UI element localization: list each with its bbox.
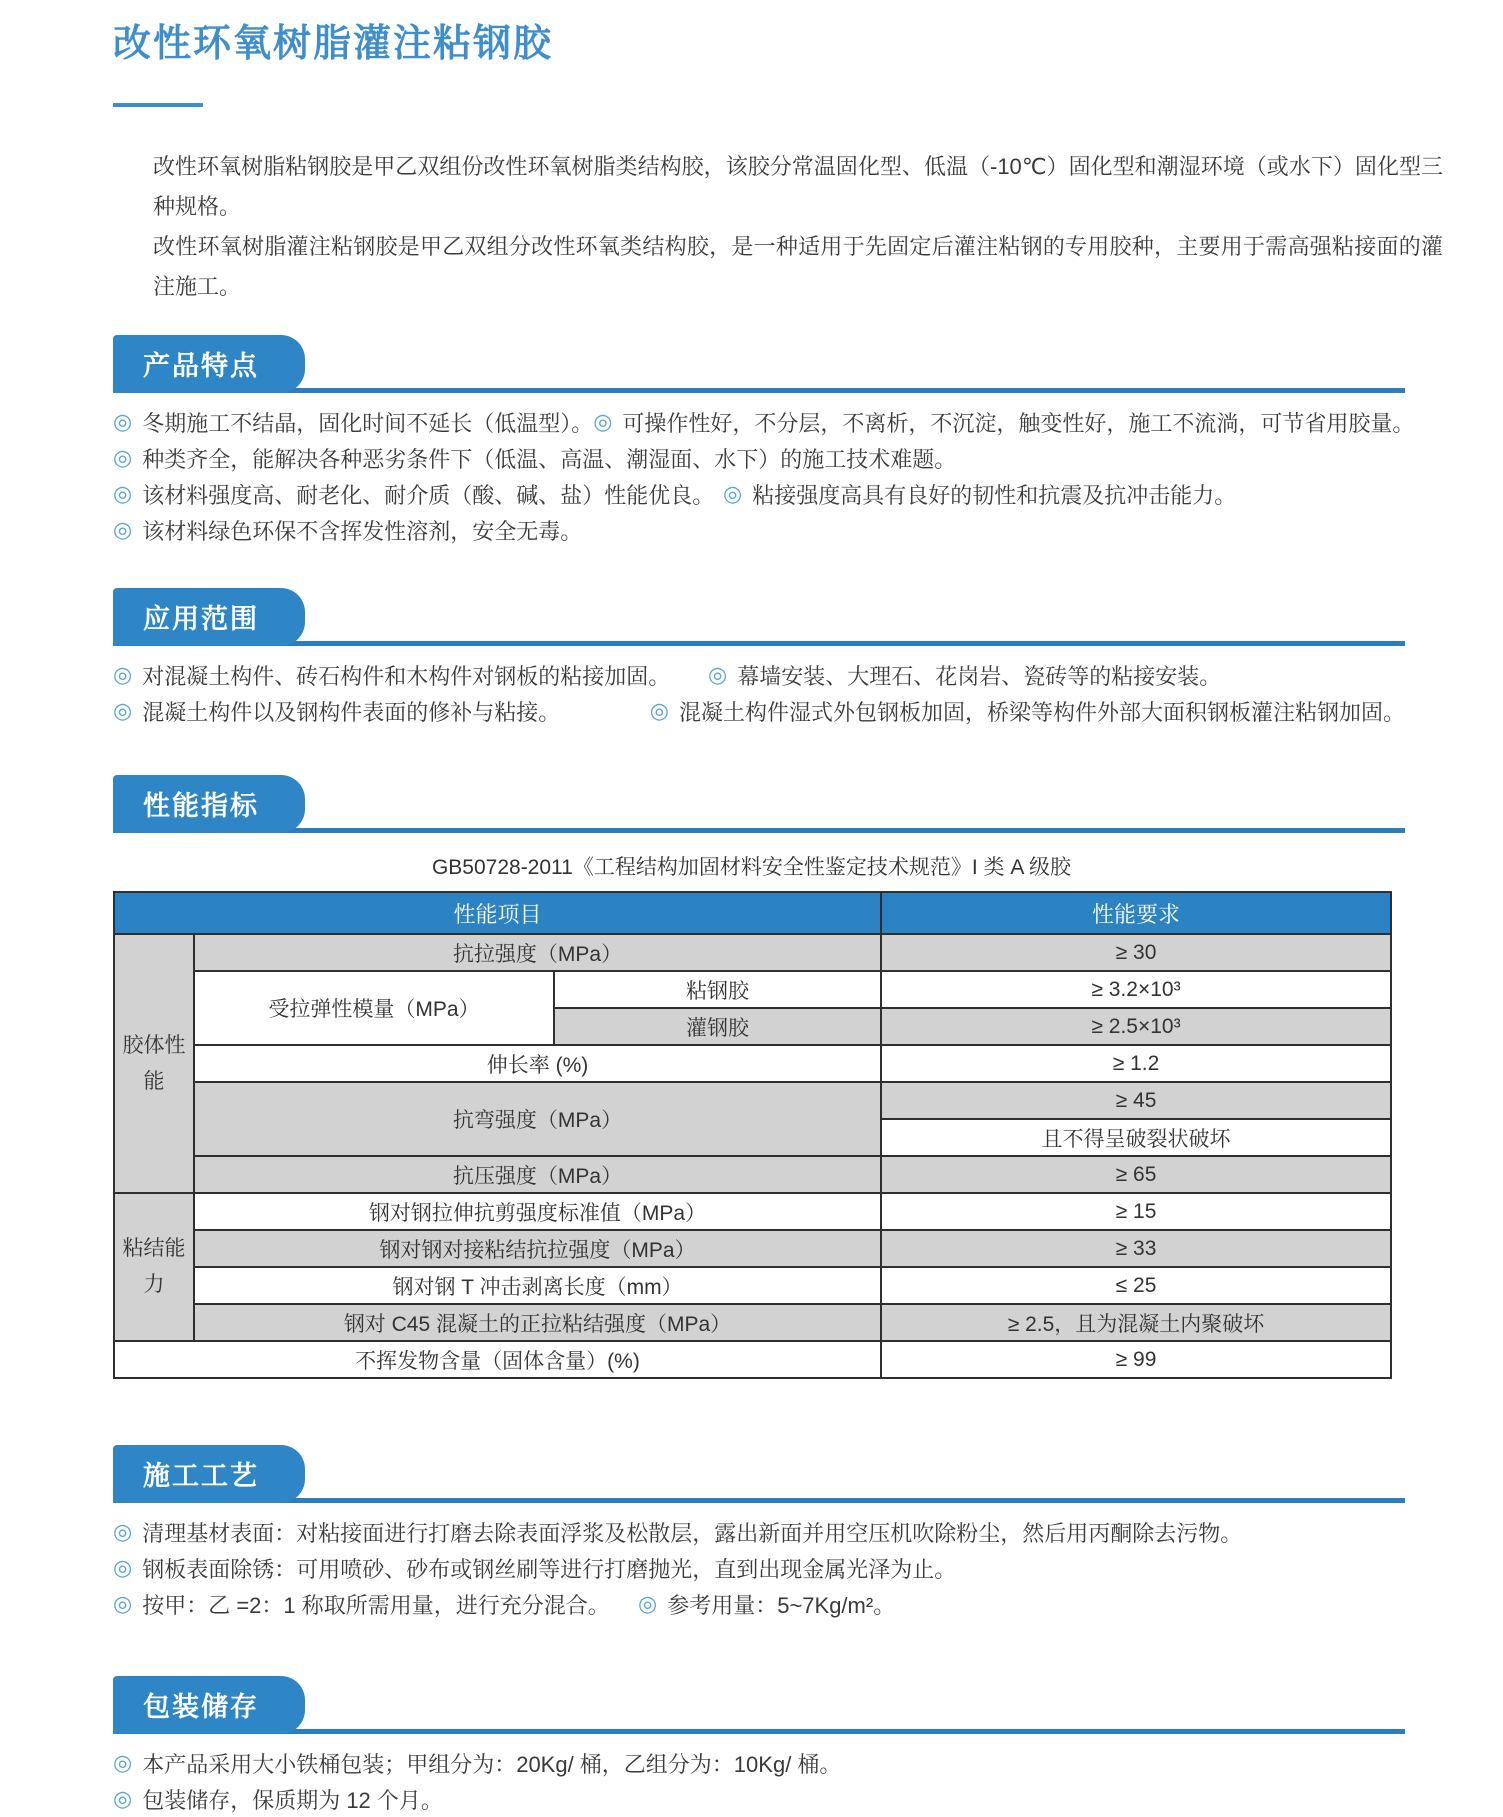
list-item xyxy=(113,1550,1405,1586)
table-row xyxy=(114,1341,1391,1378)
list-item xyxy=(113,512,1405,548)
applications-list xyxy=(113,657,1405,729)
property-cell: 抗弯强度（MPa） xyxy=(194,1082,881,1156)
bullet-icon: ◎ xyxy=(113,662,133,687)
intro-line: 改性环氧树脂粘钢胶是甲乙双组份改性环氧树脂类结构胶，该胶分常温固化型、低温（-10℃）固化型和潮湿环境（或水下）固化型三种规格。 xyxy=(153,154,1443,219)
section-header xyxy=(113,1445,1405,1503)
property-cell: 钢对钢拉伸抗剪强度标准值（MPa） xyxy=(194,1193,881,1230)
intro-line: 改性环氧树脂灌注粘钢胶是甲乙双组分改性环氧类结构胶，是一种适用于先固定后灌注粘钢的专用胶种，主要用于需高强粘接面的灌注施工。 xyxy=(153,234,1443,299)
section-rule xyxy=(113,641,1405,646)
value-cell: ≤ 25 xyxy=(881,1267,1391,1304)
section-badge: 施工工艺 xyxy=(113,1445,305,1503)
bullet-icon: ◎ xyxy=(113,481,133,506)
section-applications xyxy=(113,588,1405,729)
bullet-icon: ◎ xyxy=(113,517,133,542)
section-header xyxy=(113,1676,1405,1734)
list-item xyxy=(113,693,1405,729)
value-cell: ≥ 2.5，且为混凝土内聚破坏 xyxy=(881,1304,1391,1341)
feature-text: 冬期施工不结晶，固化时间不延长（低温型）。 xyxy=(142,410,594,436)
process-text: 参考用量：5~7Kg/m²。 xyxy=(667,1592,896,1618)
bullet-icon: ◎ xyxy=(593,409,613,434)
section-performance xyxy=(113,775,1405,1379)
section-rule xyxy=(113,828,1405,833)
table-row xyxy=(114,1230,1391,1267)
list-item xyxy=(113,404,1415,440)
section-header xyxy=(113,588,1405,646)
storage-text: 包装储存，保质期为 12 个月。 xyxy=(142,1787,443,1813)
property-cell: 伸长率 (%) xyxy=(194,1045,881,1082)
bullet-icon: ◎ xyxy=(638,1591,658,1616)
list-item xyxy=(113,657,1405,693)
title-underline xyxy=(113,103,203,107)
bullet-icon: ◎ xyxy=(113,1786,133,1811)
application-text: 幕墙安装、大理石、花岗岩、瓷砖等的粘接安装。 xyxy=(737,663,1222,689)
group-label: 胶体性能 xyxy=(114,934,194,1193)
property-cell: 抗拉强度（MPa） xyxy=(194,934,881,971)
property-cell: 不挥发物含量（固体含量）(%) xyxy=(114,1341,881,1378)
section-rule xyxy=(113,388,1405,393)
section-features xyxy=(113,335,1415,548)
process-text: 钢板表面除锈：可用喷砂、砂布或钢丝刷等进行打磨抛光，直到出现金属光泽为止。 xyxy=(142,1556,957,1582)
feature-text: 粘接强度高具有良好的韧性和抗震及抗冲击能力。 xyxy=(752,482,1237,508)
section-storage xyxy=(113,1676,1405,1817)
property-cell: 钢对钢 T 冲击剥离长度（mm） xyxy=(194,1267,881,1304)
subproperty-cell: 灌钢胶 xyxy=(554,1008,881,1045)
property-cell: 钢对 C45 混凝土的正拉粘结强度（MPa） xyxy=(194,1304,881,1341)
value-cell: ≥ 99 xyxy=(881,1341,1391,1378)
list-item xyxy=(113,1745,1405,1781)
value-cell: ≥ 45 xyxy=(881,1082,1391,1119)
section-header xyxy=(113,775,1405,833)
process-text: 清理基材表面：对粘接面进行打磨去除表面浮浆及松散层，露出新面并用空压机吹除粉尘，然后用丙酮除去污物。 xyxy=(142,1520,1243,1546)
table-row xyxy=(114,1304,1391,1341)
table-header-row xyxy=(114,892,1391,934)
storage-list xyxy=(113,1745,1405,1817)
table-row xyxy=(114,1267,1391,1304)
feature-text: 种类齐全，能解决各种恶劣条件下（低温、高温、潮湿面、水下）的施工技术难题。 xyxy=(142,446,957,472)
application-text: 对混凝土构件、砖石构件和木构件对钢板的粘接加固。 xyxy=(142,663,671,689)
value-cell: ≥ 33 xyxy=(881,1230,1391,1267)
features-list xyxy=(113,404,1415,548)
intro-paragraphs xyxy=(113,147,1443,307)
value-cell: ≥ 2.5×10³ xyxy=(881,1008,1391,1045)
list-item xyxy=(113,1586,1405,1622)
bullet-icon: ◎ xyxy=(113,698,133,723)
section-rule xyxy=(113,1498,1405,1503)
bullet-icon: ◎ xyxy=(708,662,728,687)
column-header: 性能要求 xyxy=(881,892,1391,934)
bullet-icon: ◎ xyxy=(113,445,133,470)
list-item xyxy=(113,476,1405,512)
value-cell: ≥ 3.2×10³ xyxy=(881,971,1391,1008)
property-cell: 钢对钢对接粘结抗拉强度（MPa） xyxy=(194,1230,881,1267)
subproperty-cell: 粘钢胶 xyxy=(554,971,881,1008)
feature-text: 该材料强度高、耐老化、耐介质（酸、碱、盐）性能优良。 xyxy=(142,482,715,508)
application-text: 混凝土构件以及钢构件表面的修补与粘接。 xyxy=(142,699,561,725)
process-list xyxy=(113,1514,1405,1622)
bullet-icon: ◎ xyxy=(649,698,669,723)
bullet-icon: ◎ xyxy=(113,409,133,434)
application-text: 混凝土构件湿式外包钢板加固，桥梁等构件外部大面积钢板灌注粘钢加固。 xyxy=(678,699,1405,725)
bullet-icon: ◎ xyxy=(113,1555,133,1580)
list-item xyxy=(113,440,1405,476)
feature-text: 该材料绿色环保不含挥发性溶剂，安全无毒。 xyxy=(142,518,583,544)
column-header: 性能项目 xyxy=(114,892,881,934)
section-badge: 包装储存 xyxy=(113,1676,305,1734)
section-rule xyxy=(113,1729,1405,1734)
performance-table xyxy=(113,891,1392,1379)
feature-text: 可操作性好，不分层，不离析，不沉淀，触变性好，施工不流淌，可节省用胶量。 xyxy=(622,410,1415,436)
table-row xyxy=(114,971,1391,1008)
table-row xyxy=(114,1193,1391,1230)
section-badge: 性能指标 xyxy=(113,775,305,833)
bullet-icon: ◎ xyxy=(113,1591,133,1616)
table-row xyxy=(114,934,1391,971)
table-caption: GB50728-2011《工程结构加固材料安全性鉴定技术规范》I 类 A 级胶 xyxy=(431,856,1072,879)
section-header xyxy=(113,335,1405,393)
process-text: 按甲：乙 =2：1 称取所需用量，进行充分混合。 xyxy=(142,1592,610,1618)
group-label: 粘结能力 xyxy=(114,1193,194,1341)
property-cell: 受拉弹性模量（MPa） xyxy=(194,971,554,1045)
page-title: 改性环氧树脂灌注粘钢胶 xyxy=(113,23,554,65)
value-cell: 且不得呈破裂状破坏 xyxy=(881,1119,1391,1156)
bullet-icon: ◎ xyxy=(113,1750,133,1775)
table-row xyxy=(114,1045,1391,1082)
section-badge: 产品特点 xyxy=(113,335,305,393)
section-process xyxy=(113,1445,1405,1622)
bullet-icon: ◎ xyxy=(113,1519,133,1544)
bullet-icon: ◎ xyxy=(723,481,743,506)
table-row xyxy=(114,1156,1391,1193)
value-cell: ≥ 15 xyxy=(881,1193,1391,1230)
list-item xyxy=(113,1781,1405,1817)
section-badge: 应用范围 xyxy=(113,588,305,646)
storage-text: 本产品采用大小铁桶包装；甲组分为：20Kg/ 桶，乙组分为：10Kg/ 桶。 xyxy=(142,1751,842,1777)
value-cell: ≥ 1.2 xyxy=(881,1045,1391,1082)
list-item xyxy=(113,1514,1405,1550)
table-row xyxy=(114,1082,1391,1119)
value-cell: ≥ 30 xyxy=(881,934,1391,971)
property-cell: 抗压强度（MPa） xyxy=(194,1156,881,1193)
value-cell: ≥ 65 xyxy=(881,1156,1391,1193)
